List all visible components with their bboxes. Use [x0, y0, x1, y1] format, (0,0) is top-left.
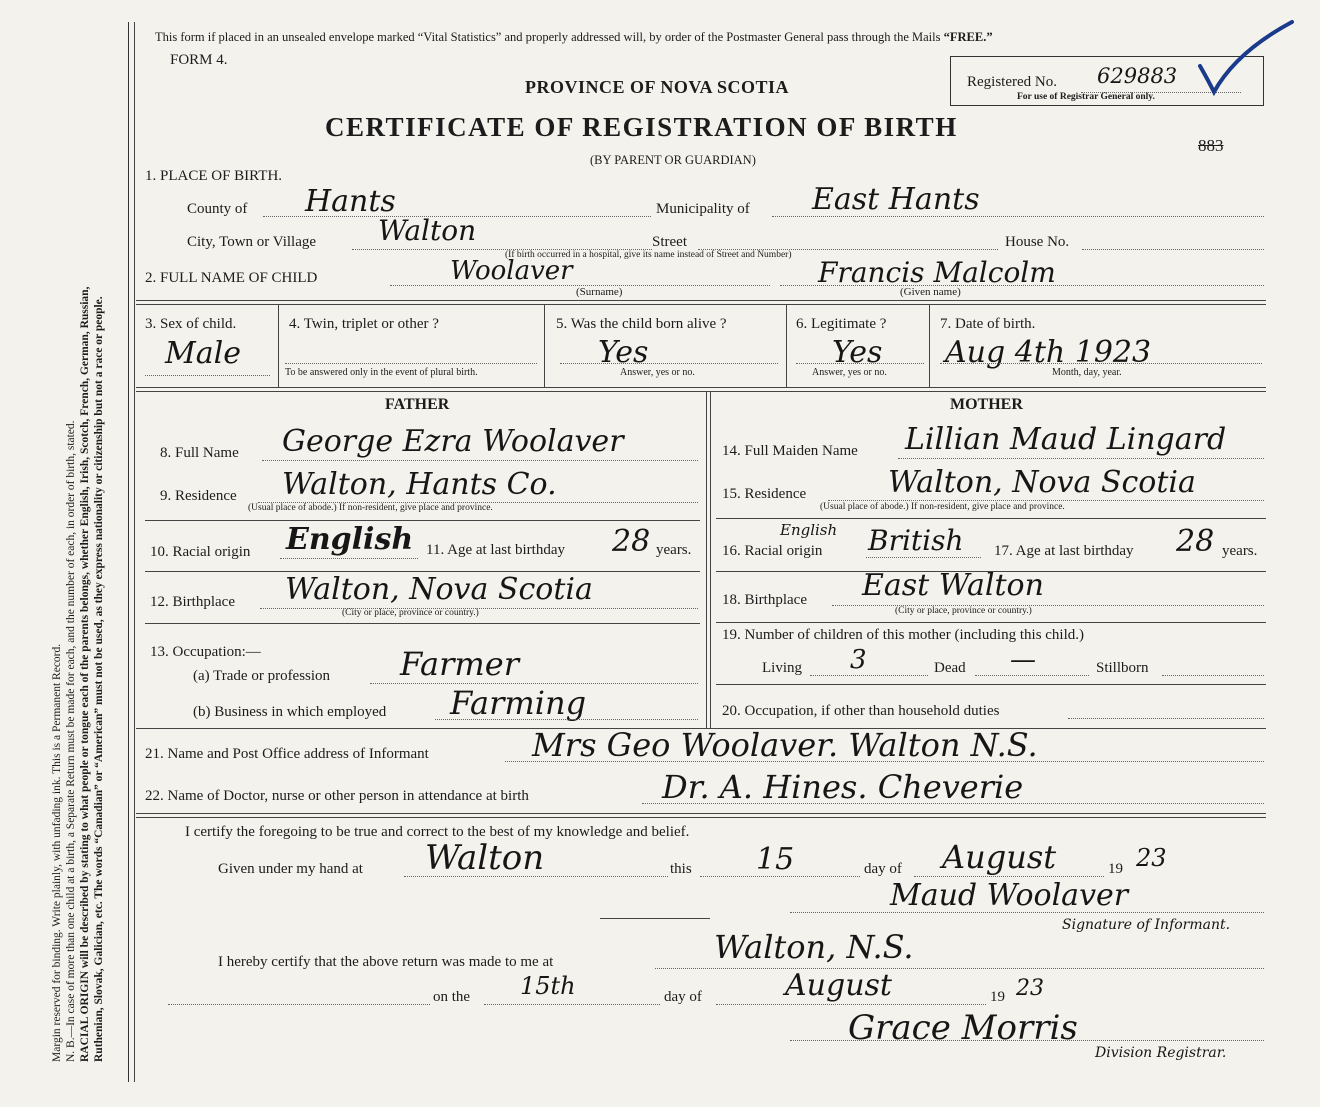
- registrar-day-of-label: day of: [664, 989, 702, 1005]
- registered-number: 629883: [1097, 64, 1178, 88]
- free-label: “FREE.”: [943, 30, 993, 44]
- father-name-value: George Ezra Woolaver: [282, 424, 624, 459]
- doctor-value: Dr. A. Hines. Cheverie: [662, 768, 1024, 806]
- certify-statement: I certify the foregoing to be true and correct to the best of my knowledge and belief.: [185, 824, 690, 840]
- registrar-caption: Division Registrar.: [1095, 1045, 1227, 1061]
- mother-name-label: 14. Full Maiden Name: [722, 443, 858, 459]
- on-the-label: on the: [433, 989, 471, 1005]
- trade-label: (a) Trade or profession: [193, 668, 331, 684]
- dead-label: Dead: [934, 660, 966, 676]
- day-of-label: day of: [864, 861, 902, 877]
- struck-number: 883: [1198, 136, 1224, 155]
- child-given-name: Francis Malcolm: [818, 256, 1056, 289]
- day-value: 15: [756, 842, 795, 877]
- mother-racial-note: English: [780, 521, 838, 539]
- father-residence-label: 9. Residence: [160, 488, 237, 504]
- father-birthplace-note: (City or place, province or country.): [342, 608, 479, 618]
- registrar-statement: I hereby certify that the above return was made to me at: [218, 954, 554, 970]
- mother-occupation-label: 20. Occupation, if other than household duties: [722, 703, 1000, 719]
- page-subtitle: (BY PARENT OR GUARDIAN): [590, 153, 756, 167]
- margin-rule-inner: [134, 22, 135, 1082]
- mother-residence-label: 15. Residence: [722, 486, 807, 502]
- surname-caption: (Surname): [576, 286, 623, 298]
- registrar-place-value: Walton, N.S.: [714, 928, 914, 966]
- registrar-year-prefix: 19: [990, 989, 1005, 1005]
- year-suffix: 23: [1136, 844, 1167, 872]
- mother-age-value: 28: [1176, 524, 1215, 559]
- street-label: Street: [652, 234, 687, 250]
- county-label: County of: [187, 201, 248, 217]
- sex-label: 3. Sex of child.: [145, 316, 237, 332]
- municipality-label: Municipality of: [656, 201, 750, 217]
- dob-label: 7. Date of birth.: [940, 316, 1036, 332]
- dead-value: —: [1010, 645, 1036, 675]
- alive-label: 5. Was the child born alive ?: [556, 316, 727, 332]
- doctor-label: 22. Name of Doctor, nurse or other person in attendance at birth: [145, 788, 529, 804]
- stillborn-label: Stillborn: [1096, 660, 1149, 676]
- business-value: Farming: [450, 684, 587, 722]
- alive-value: Yes: [598, 335, 649, 370]
- children-count-label: 19. Number of children of this mother (including this child.): [722, 627, 1085, 643]
- father-heading: FATHER: [385, 396, 450, 413]
- hospital-note: (If birth occurred in a hospital, give its name instead of Street and Number): [505, 250, 792, 260]
- signature-caption: Signature of Informant.: [1062, 917, 1231, 933]
- informant-label: 21. Name and Post Office address of Informant: [145, 746, 429, 762]
- occupation-label: 13. Occupation:—: [150, 644, 261, 660]
- dob-value: Aug 4th 1923: [945, 335, 1152, 370]
- given-caption: (Given name): [900, 286, 961, 298]
- check-mark-icon: [1196, 18, 1296, 98]
- father-years-label: years.: [656, 542, 692, 558]
- registrar-signature: Grace Morris: [848, 1008, 1078, 1048]
- mother-heading: MOTHER: [950, 396, 1023, 413]
- father-birthplace-label: 12. Birthplace: [150, 594, 235, 610]
- place-of-birth-label: 1. PLACE OF BIRTH.: [145, 168, 283, 184]
- registrar-use-note: For use of Registrar General only.: [1017, 92, 1155, 102]
- living-label: Living: [762, 660, 802, 676]
- mother-residence-value: Walton, Nova Scotia: [888, 465, 1196, 500]
- month-value: August: [942, 838, 1057, 876]
- municipality-value: East Hants: [812, 182, 980, 217]
- father-birthplace-value: Walton, Nova Scotia: [285, 572, 593, 607]
- margin-notes: [50, 22, 106, 1062]
- city-label: City, Town or Village: [187, 234, 317, 250]
- margin-note-1: Margin reserved for binding. Write plainly, with unfading ink. This is a Permanent Record.: [51, 643, 63, 1062]
- child-surname: Woolaver: [450, 256, 573, 286]
- father-age-value: 28: [612, 524, 651, 559]
- legitimate-note: Answer, yes or no.: [812, 367, 887, 378]
- house-label: House No.: [1005, 234, 1070, 250]
- father-residence-note: (Usual place of abode.) If non-resident, give place and province.: [248, 503, 493, 513]
- father-racial-value: English: [286, 522, 414, 557]
- sex-value: Male: [165, 336, 241, 371]
- this-label: this: [670, 861, 692, 877]
- mother-birthplace-note: (City or place, province or country.): [895, 606, 1032, 616]
- mother-residence-note: (Usual place of abode.) If non-resident, give place and province.: [820, 502, 1065, 512]
- father-name-label: 8. Full Name: [160, 445, 239, 461]
- year-prefix: 19: [1108, 861, 1123, 877]
- mail-notice: This form if placed in an unsealed envelope marked “Vital Statistics” and properly addressed will, by order of the Postmaster General pass through the Mails “FREE.”: [155, 30, 993, 44]
- living-value: 3: [850, 645, 867, 675]
- registrar-day-value: 15th: [520, 972, 576, 1000]
- trade-value: Farmer: [400, 645, 519, 683]
- mother-birthplace-value: East Walton: [862, 568, 1044, 603]
- mother-racial-label: 16. Racial origin: [722, 543, 823, 559]
- father-residence-value: Walton, Hants Co.: [282, 467, 557, 502]
- registered-label: Registered No.: [967, 74, 1057, 90]
- form-number: FORM 4.: [170, 52, 228, 68]
- given-under-label: Given under my hand at: [218, 861, 363, 877]
- mother-name-value: Lillian Maud Lingard: [905, 422, 1227, 457]
- child-name-label: 2. FULL NAME OF CHILD: [145, 270, 318, 286]
- county-value: Hants: [305, 184, 396, 219]
- margin-note-2: N. B.—In case of more than one child at a birth, a Separate Return must be made for each, and the number of each, in order of birth, stated.: [65, 420, 77, 1062]
- page-title: CERTIFICATE OF REGISTRATION OF BIRTH: [325, 112, 958, 142]
- business-label: (b) Business in which employed: [193, 704, 387, 720]
- twin-label: 4. Twin, triplet or other ?: [289, 316, 439, 332]
- mother-racial-value: British: [868, 524, 964, 557]
- mother-years-label: years.: [1222, 543, 1258, 559]
- mother-age-label: 17. Age at last birthday: [994, 543, 1134, 559]
- mother-birthplace-label: 18. Birthplace: [722, 592, 807, 608]
- dob-note: Month, day, year.: [1052, 367, 1122, 378]
- given-place-value: Walton: [425, 838, 545, 878]
- legitimate-value: Yes: [832, 335, 883, 370]
- margin-note-3: RACIAL ORIGIN will be described by stating to what people or tongue each of the parents belongs, whether English, Irish, Scotch, French, German, Russian,: [79, 286, 91, 1062]
- legitimate-label: 6. Legitimate ?: [796, 316, 887, 332]
- margin-note-4: Ruthenian, Slovak, Galician, etc. The words “Canadian” or “American” must not be used, as they express nationality or citizenship but not a race or people.: [93, 296, 105, 1062]
- father-age-label: 11. Age at last birthday: [426, 542, 565, 558]
- informant-signature: Maud Woolaver: [890, 878, 1129, 913]
- margin-rule: [128, 22, 129, 1082]
- informant-value: Mrs Geo Woolaver. Walton N.S.: [532, 726, 1038, 764]
- city-value: Walton: [378, 214, 477, 247]
- alive-note: Answer, yes or no.: [620, 367, 695, 378]
- registrar-month-value: August: [785, 968, 892, 1003]
- province-title: PROVINCE OF NOVA SCOTIA: [525, 77, 790, 97]
- twin-note: To be answered only in the event of plural birth.: [285, 367, 478, 378]
- registrar-year-suffix: 23: [1016, 976, 1044, 1001]
- father-racial-label: 10. Racial origin: [150, 544, 251, 560]
